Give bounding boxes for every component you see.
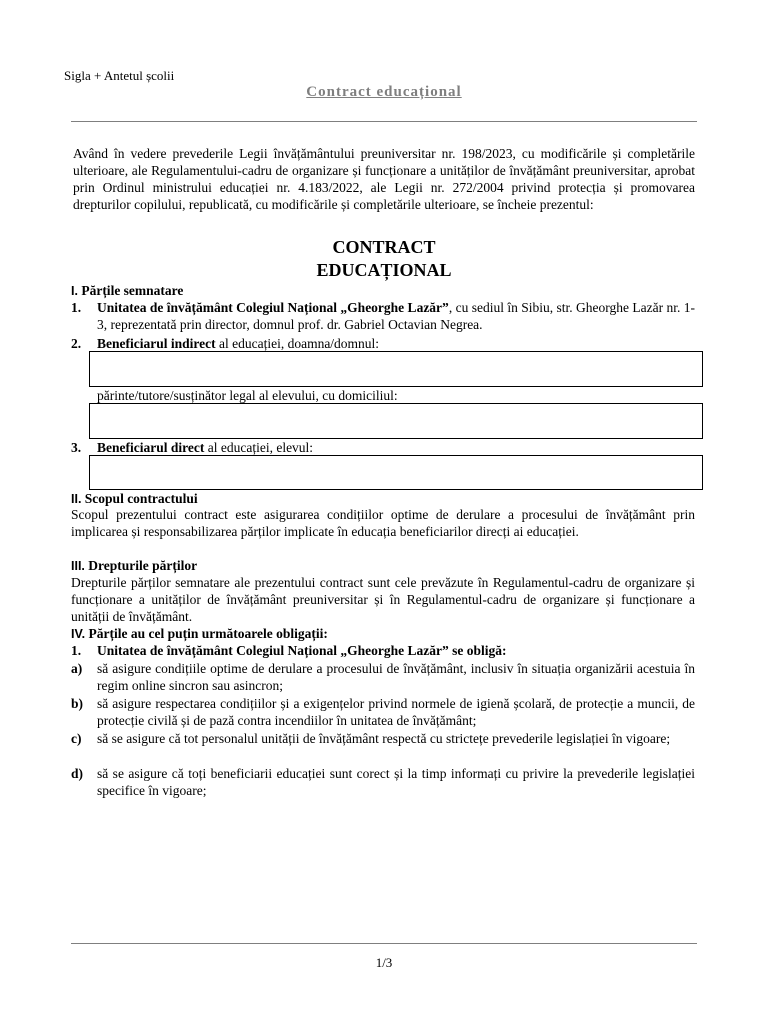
obligation-c-text: să se asigure că tot personalul unității de învățământ respectă cu strictețe prevederile legislației în vigoare; <box>97 731 671 746</box>
obligation-a-text: să asigure condițiile optime de derulare a procesului de învățământ, inclusiv în situația organizării acestuia în regim online sincron sau asincron; <box>97 661 695 693</box>
party2-label-rest: al educației, doamna/domnul: <box>215 336 380 351</box>
student-name-field[interactable] <box>89 455 703 490</box>
section3-paragraph: Drepturile părților semnatare ale prezentului contract sunt cele prevăzute în Regulamentul-cadru de organizare și funcționare a unităților de învățământ preuniversitar și în Regulamentul-cadru de organizare și funcționare a unității de învățământ. <box>71 575 695 624</box>
section2-heading-text: Scopul contractului <box>84 491 198 506</box>
party2-label: Beneficiarul indirect <box>97 336 216 351</box>
party1-item <box>71 299 695 333</box>
parent-address-label: părinte/tutore/susținător legal al elevului, cu domiciliul: <box>97 388 398 403</box>
page-number: 1/3 <box>375 955 393 970</box>
obligation-d-letter: d) <box>71 766 84 781</box>
main-title <box>0 236 768 282</box>
party2-item <box>71 335 695 352</box>
section2-heading-num: II. <box>71 492 82 506</box>
section3-heading <box>71 557 197 575</box>
section1-heading <box>71 282 183 300</box>
section4-heading <box>71 625 328 643</box>
logo-placeholder-note: Sigla + Antetul școlii <box>64 68 175 83</box>
obligation-d <box>71 765 695 799</box>
section1-heading-text: Părțile semnatare <box>81 283 184 298</box>
intro-paragraph: Având în vedere prevederile Legii învățământului preuniversitar nr. 198/2023, cu modificările și completările ulterioare, ale Regulamentului-cadru de organizare și funcționare a unităților de învățământ preuniversitar, aprobat prin Ordinul ministrului educației nr. 4.183/2022, ale Legii nr. 272/2004 privind protecția și promovarea drepturilor copilului, republicată, cu modificările și completările ulterioare, se încheie prezentul: <box>73 146 695 212</box>
footer-divider <box>71 943 697 944</box>
obligation-b-letter: b) <box>71 696 84 711</box>
obligation-school-item <box>71 642 695 659</box>
section2-paragraph: Scopul prezentului contract este asigurarea condițiilor optime de derulare a procesului de învățământ prin implicarea și responsabilizarea părților implicate în educația beneficiarilor direcți ai educației. <box>71 507 695 539</box>
party1-details: , cu sediul în Sibiu, str. Gheorghe Lazăr nr. 1-3, reprezentată prin director, domnul prof. dr. Gabriel Octavian Negrea. <box>97 300 695 332</box>
party1-name: Unitatea de învățământ Colegiul Național „Gheorghe Lazăr” <box>97 300 449 315</box>
header-divider <box>71 121 697 122</box>
party1-num: 1. <box>71 300 82 315</box>
obligation-c-letter: c) <box>71 731 82 746</box>
party3-label: Beneficiarul direct <box>97 440 205 455</box>
obligation-b <box>71 695 695 729</box>
obligation-school-text: Unitatea de învățământ Colegiul Național „Gheorghe Lazăr” se obligă: <box>97 643 507 658</box>
obligation-d-text: să se asigure că toți beneficiarii educației sunt corect și la timp informați cu privire la prevederile legislației specifice în vigoare; <box>97 766 695 798</box>
main-title-line2: EDUCAȚIONAL <box>316 260 452 280</box>
obligation-b-text: să asigure respectarea condițiilor și a exigențelor privind normele de igienă școlară, de protecție a muncii, de protecție civilă și de pază contra incendiilor în unitatea de învățământ; <box>97 696 695 728</box>
header-title: Contract educațional <box>306 84 462 100</box>
obligation-a-letter: a) <box>71 661 83 676</box>
obligation-c <box>71 730 695 747</box>
main-title-line1: CONTRACT <box>332 237 436 257</box>
obligation-school-num: 1. <box>71 643 82 658</box>
party3-num: 3. <box>71 440 82 455</box>
parent-address-field[interactable] <box>89 403 703 439</box>
party3-label-rest: al educației, elevul: <box>204 440 314 455</box>
section3-heading-text: Drepturile părților <box>88 558 198 573</box>
section4-heading-text: Părțile au cel puțin următoarele obligații: <box>88 626 328 641</box>
section1-heading-num: I. <box>71 284 78 298</box>
party2-num: 2. <box>71 336 82 351</box>
section3-heading-num: III. <box>71 559 85 573</box>
party3-item <box>71 439 695 456</box>
obligation-a <box>71 660 695 694</box>
section4-heading-num: IV. <box>71 627 86 641</box>
parent-name-field[interactable] <box>89 351 703 387</box>
